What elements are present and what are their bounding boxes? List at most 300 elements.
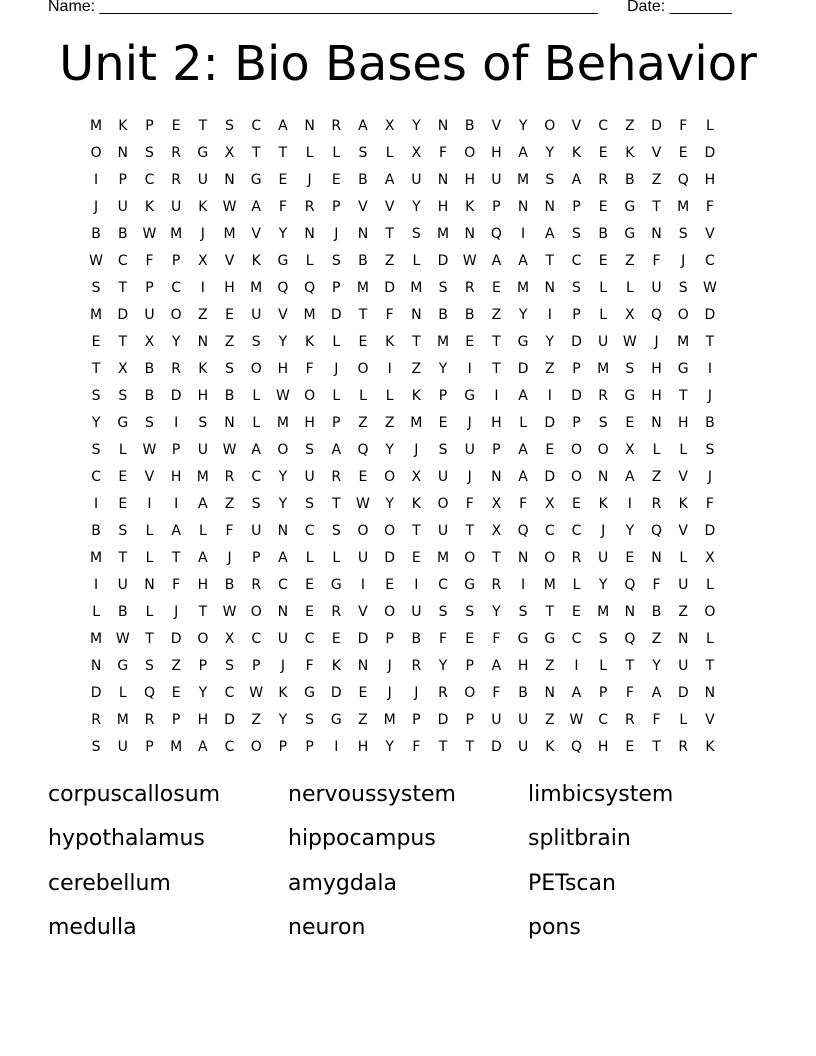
grid-letter: E	[358, 334, 368, 350]
grid-letter: B	[518, 685, 529, 701]
grid-letter: C	[91, 469, 102, 485]
grid-letter: T	[705, 658, 715, 674]
grid-letter: A	[358, 118, 369, 134]
grid-letter: F	[492, 631, 501, 647]
word-list-item: limbicsystem	[528, 782, 674, 807]
grid-letter: J	[707, 469, 713, 485]
grid-letter: A	[198, 739, 209, 755]
word-list-item: splitbrain	[528, 826, 631, 852]
grid-letter: C	[304, 523, 315, 539]
grid-letter: C	[278, 577, 289, 593]
grid-letter: S	[518, 604, 529, 620]
grid-letter: R	[491, 577, 502, 593]
grid-letter: E	[305, 604, 315, 620]
grid-letter: K	[411, 496, 422, 512]
grid-letter: N	[624, 604, 636, 620]
grid-letter: B	[625, 172, 636, 188]
grid-letter: L	[145, 604, 154, 620]
grid-letter: P	[438, 388, 448, 404]
grid-letter: A	[518, 145, 529, 161]
grid-letter: T	[438, 739, 448, 755]
grid-letter: D	[704, 523, 716, 539]
grid-letter: O	[384, 469, 396, 485]
grid-letter: W	[222, 442, 237, 458]
grid-letter: W	[222, 604, 237, 620]
grid-letter: Y	[91, 415, 101, 431]
grid-letter: B	[464, 307, 476, 323]
grid-letter: H	[197, 577, 209, 593]
grid-letter: Q	[651, 307, 663, 323]
grid-letter: I	[521, 577, 526, 593]
grid-letter: N	[90, 658, 102, 674]
grid-letter: N	[277, 523, 289, 539]
grid-letter: U	[251, 523, 262, 539]
grid-letter: S	[545, 172, 555, 188]
grid-letter: Z	[358, 712, 369, 728]
grid-letter: E	[438, 415, 448, 431]
grid-letter: I	[707, 361, 713, 377]
grid-letter: V	[705, 226, 716, 242]
grid-letter: Y	[438, 658, 448, 674]
grid-letter: U	[651, 280, 663, 296]
grid-letter: O	[384, 523, 396, 539]
word-list-item: medulla	[48, 914, 137, 940]
grid-letter: P	[492, 199, 502, 215]
grid-letter: X	[544, 496, 556, 512]
grid-letter: H	[197, 388, 209, 404]
grid-letter: T	[91, 361, 101, 377]
grid-letter: Z	[651, 631, 662, 647]
grid-letter: A	[384, 172, 395, 188]
grid-letter: M	[517, 280, 530, 296]
grid-letter: Y	[545, 334, 555, 350]
grid-letter: D	[517, 361, 529, 377]
grid-letter: T	[545, 604, 555, 620]
grid-letter: A	[518, 469, 529, 485]
grid-letter: E	[598, 253, 609, 269]
grid-letter: Q	[570, 739, 583, 755]
grid-letter: N	[411, 307, 423, 323]
grid-letter: W	[142, 442, 157, 458]
date-field-label: Date: _______	[627, 0, 732, 15]
grid-letter: L	[305, 550, 314, 566]
grid-letter: I	[334, 739, 339, 755]
grid-letter: K	[144, 199, 155, 215]
grid-letter: E	[598, 145, 609, 161]
grid-letter: M	[276, 415, 290, 431]
grid-letter: F	[305, 658, 315, 674]
grid-letter: Q	[357, 442, 369, 458]
grid-letter: D	[330, 307, 343, 323]
grid-letter: U	[491, 172, 503, 188]
grid-letter: V	[491, 118, 502, 134]
grid-letter: S	[625, 361, 635, 377]
grid-letter: P	[251, 658, 261, 674]
grid-letter: Y	[412, 118, 422, 134]
grid-letter: G	[624, 388, 636, 404]
grid-letter: Z	[411, 361, 422, 377]
grid-letter: I	[360, 577, 366, 593]
grid-letter: M	[170, 739, 183, 755]
grid-letter: S	[305, 712, 315, 728]
grid-letter: H	[597, 739, 609, 755]
grid-letter: H	[224, 280, 236, 296]
grid-letter: T	[251, 145, 261, 161]
grid-letter: Y	[625, 523, 635, 539]
grid-letter: G	[304, 685, 316, 701]
grid-letter: Z	[198, 307, 209, 323]
grid-letter: J	[681, 253, 686, 269]
grid-letter: Q	[490, 226, 503, 242]
grid-letter: E	[358, 685, 368, 701]
grid-letter: N	[464, 226, 476, 242]
grid-letter: M	[597, 361, 610, 377]
grid-letter: A	[198, 496, 209, 512]
grid-letter: W	[249, 685, 264, 701]
grid-letter: G	[464, 577, 476, 593]
word-list-item: nervoussystem	[288, 782, 456, 807]
grid-letter: N	[357, 658, 369, 674]
grid-letter: C	[571, 253, 582, 269]
grid-letter: V	[358, 199, 369, 215]
grid-letter: Z	[678, 604, 689, 620]
grid-letter: W	[115, 631, 131, 647]
name-field-label: Name: ________________________________________________________	[48, 0, 598, 15]
grid-letter: E	[625, 550, 635, 566]
grid-letter: B	[598, 226, 609, 242]
grid-letter: B	[411, 631, 422, 647]
grid-letter: G	[197, 145, 209, 161]
grid-letter: A	[518, 442, 529, 458]
grid-letter: G	[677, 361, 690, 377]
grid-letter: Y	[278, 226, 288, 242]
grid-letter: S	[305, 442, 315, 458]
grid-letter: U	[171, 199, 182, 215]
grid-letter: P	[171, 253, 181, 269]
grid-letter: V	[251, 226, 262, 242]
grid-letter: C	[251, 469, 262, 485]
grid-letter: Y	[385, 496, 395, 512]
grid-letter: V	[651, 145, 662, 161]
grid-letter: X	[491, 523, 502, 539]
grid-letter: O	[464, 145, 476, 161]
grid-letter: I	[521, 226, 526, 242]
grid-letter: T	[465, 523, 475, 539]
grid-letter: Y	[385, 739, 395, 755]
grid-letter: Z	[651, 469, 662, 485]
grid-letter: R	[571, 550, 582, 566]
grid-letter: D	[704, 145, 716, 161]
grid-letter: L	[679, 550, 688, 566]
grid-letter: T	[198, 118, 208, 134]
grid-letter: O	[437, 496, 450, 512]
grid-letter: R	[251, 577, 262, 593]
grid-letter: U	[117, 739, 129, 755]
grid-letter: R	[678, 739, 689, 755]
grid-letter: C	[224, 685, 235, 701]
grid-letter: Y	[412, 199, 422, 215]
grid-letter: W	[702, 280, 718, 296]
grid-letter: O	[197, 631, 209, 647]
grid-letter: E	[331, 631, 342, 647]
word-list-item: corpuscallosum	[48, 782, 221, 807]
grid-letter: L	[305, 253, 314, 269]
grid-letter: G	[277, 253, 289, 269]
grid-letter: V	[705, 712, 716, 728]
grid-letter: O	[250, 604, 263, 620]
grid-letter: L	[599, 658, 608, 674]
grid-letter: L	[679, 712, 688, 728]
grid-letter: Y	[518, 307, 528, 323]
word-list-item: pons	[528, 914, 581, 940]
grid-letter: R	[464, 280, 476, 296]
grid-letter: S	[572, 226, 582, 242]
grid-letter: K	[278, 685, 288, 701]
grid-letter: U	[357, 550, 369, 566]
grid-letter: D	[677, 685, 690, 701]
grid-letter: A	[518, 253, 529, 269]
grid-letter: T	[278, 145, 288, 161]
grid-letter: G	[330, 712, 343, 728]
grid-letter: Z	[625, 253, 636, 269]
grid-letter: K	[198, 361, 208, 377]
grid-letter: T	[492, 550, 502, 566]
grid-letter: P	[278, 739, 288, 755]
grid-letter: H	[197, 712, 209, 728]
grid-letter: S	[678, 226, 689, 242]
grid-letter: D	[571, 388, 583, 404]
grid-letter: M	[250, 280, 263, 296]
grid-letter: N	[597, 469, 609, 485]
grid-letter: I	[627, 496, 633, 512]
grid-letter: S	[598, 631, 609, 647]
grid-letter: Y	[652, 658, 662, 674]
grid-letter: S	[678, 280, 689, 296]
grid-letter: Q	[304, 280, 316, 296]
grid-letter: O	[464, 550, 476, 566]
grid-letter: O	[357, 523, 369, 539]
grid-letter: O	[544, 550, 556, 566]
grid-letter: Z	[384, 253, 395, 269]
grid-letter: L	[519, 415, 528, 431]
grid-letter: A	[331, 442, 342, 458]
grid-letter: R	[651, 496, 662, 512]
grid-letter: X	[198, 253, 209, 269]
grid-letter: F	[705, 496, 715, 512]
grid-letter: I	[174, 496, 179, 512]
grid-letter: P	[572, 199, 582, 215]
grid-letter: S	[145, 658, 155, 674]
grid-letter: O	[704, 604, 716, 620]
grid-letter: T	[118, 280, 128, 296]
grid-letter: K	[571, 145, 582, 161]
grid-letter: Q	[143, 685, 156, 701]
grid-letter: K	[598, 496, 609, 512]
grid-letter: S	[118, 388, 128, 404]
grid-letter: E	[678, 145, 689, 161]
grid-letter: B	[464, 118, 476, 134]
grid-letter: D	[384, 280, 396, 296]
grid-letter: T	[545, 253, 555, 269]
grid-letter: P	[145, 280, 155, 296]
grid-letter: T	[332, 496, 342, 512]
grid-letter: C	[705, 253, 716, 269]
grid-letter: P	[332, 415, 341, 431]
grid-letter: Y	[278, 469, 288, 485]
grid-letter: N	[544, 199, 556, 215]
grid-letter: V	[384, 199, 395, 215]
grid-letter: A	[518, 388, 529, 404]
grid-letter: Z	[544, 712, 556, 728]
grid-letter: I	[467, 361, 473, 377]
grid-letter: J	[280, 658, 286, 674]
grid-letter: P	[492, 442, 502, 458]
grid-letter: I	[414, 577, 419, 593]
grid-letter: Y	[518, 118, 528, 134]
grid-letter: P	[332, 280, 341, 296]
grid-letter: N	[224, 415, 236, 431]
grid-letter: D	[330, 685, 343, 701]
grid-letter: F	[305, 361, 315, 377]
grid-letter: B	[358, 172, 369, 188]
grid-letter: M	[597, 604, 610, 620]
grid-letter: R	[331, 469, 342, 485]
grid-letter: U	[437, 469, 449, 485]
grid-letter: I	[387, 361, 393, 377]
grid-letter: A	[491, 253, 502, 269]
grid-letter: O	[250, 361, 263, 377]
grid-letter: O	[90, 145, 103, 161]
grid-letter: Y	[198, 685, 208, 701]
grid-letter: N	[437, 118, 449, 134]
grid-letter: U	[598, 550, 609, 566]
grid-letter: S	[145, 145, 155, 161]
grid-letter: B	[117, 604, 129, 620]
grid-letter: X	[384, 118, 395, 134]
grid-letter: I	[574, 658, 580, 674]
word-list-item: PETscan	[528, 870, 616, 896]
grid-letter: L	[332, 550, 341, 566]
grid-letter: G	[117, 658, 129, 674]
grid-letter: K	[251, 253, 262, 269]
grid-letter: Y	[598, 577, 608, 593]
grid-letter: H	[304, 415, 316, 431]
grid-letter: U	[411, 604, 422, 620]
grid-letter: F	[439, 631, 448, 647]
grid-letter: T	[171, 550, 181, 566]
grid-letter: J	[707, 388, 713, 404]
grid-letter: U	[678, 577, 689, 593]
grid-letter: P	[572, 307, 582, 323]
grid-letter: F	[225, 523, 235, 539]
grid-letter: L	[118, 442, 128, 458]
grid-letter: M	[677, 334, 690, 350]
grid-letter: C	[117, 253, 129, 269]
grid-letter: Z	[358, 415, 369, 431]
grid-letter: J	[467, 415, 473, 431]
grid-letter: M	[677, 199, 690, 215]
grid-letter: Z	[625, 118, 636, 134]
grid-letter: Q	[277, 280, 289, 296]
grid-letter: M	[436, 226, 450, 242]
grid-letter: L	[385, 388, 395, 404]
grid-letter: W	[142, 226, 157, 242]
grid-letter: J	[601, 523, 606, 539]
grid-letter: N	[704, 685, 716, 701]
word-search-grid	[83, 113, 724, 761]
grid-letter: A	[198, 550, 209, 566]
grid-letter: R	[624, 712, 636, 728]
grid-letter: U	[144, 307, 156, 323]
grid-letter: C	[304, 631, 315, 647]
word-list-item: amygdala	[288, 870, 397, 896]
grid-letter: C	[251, 118, 262, 134]
grid-letter: M	[116, 712, 130, 728]
grid-letter: W	[222, 199, 237, 215]
grid-letter: C	[544, 523, 556, 539]
grid-letter: W	[89, 253, 104, 269]
grid-letter: A	[251, 199, 262, 215]
grid-letter: D	[544, 469, 556, 485]
grid-letter: K	[385, 334, 395, 350]
page-title: Unit 2: Bio Bases of Behavior	[59, 36, 757, 92]
grid-letter: J	[307, 172, 313, 188]
grid-letter: L	[198, 523, 208, 539]
grid-letter: P	[572, 415, 582, 431]
grid-letter: T	[118, 550, 128, 566]
grid-letter: I	[494, 388, 499, 404]
grid-letter: O	[250, 739, 263, 755]
grid-letter: E	[465, 334, 475, 350]
grid-letter: J	[334, 226, 339, 242]
grid-letter: D	[224, 712, 236, 728]
grid-letter: B	[438, 307, 449, 323]
grid-letter: H	[651, 361, 663, 377]
grid-letter: E	[545, 442, 555, 458]
grid-letter: P	[145, 118, 155, 134]
grid-letter: N	[304, 226, 316, 242]
grid-letter: M	[436, 550, 450, 566]
grid-letter: L	[385, 145, 395, 161]
grid-letter: L	[706, 118, 715, 134]
grid-letter: H	[651, 388, 663, 404]
grid-letter: N	[651, 226, 663, 242]
grid-letter: E	[625, 415, 635, 431]
grid-letter: G	[517, 631, 530, 647]
grid-letter: Y	[278, 496, 288, 512]
grid-letter: F	[465, 496, 475, 512]
grid-letter: E	[625, 739, 635, 755]
grid-letter: T	[492, 334, 502, 350]
grid-letter: L	[412, 253, 421, 269]
grid-letter: C	[598, 118, 609, 134]
grid-letter: S	[91, 739, 102, 755]
grid-letter: G	[624, 226, 636, 242]
grid-letter: X	[411, 469, 422, 485]
grid-letter: C	[571, 631, 582, 647]
grid-letter: P	[118, 172, 128, 188]
grid-letter: E	[411, 550, 422, 566]
grid-letter: N	[357, 226, 369, 242]
grid-letter: R	[598, 172, 609, 188]
grid-letter: M	[90, 307, 103, 323]
grid-letter: D	[437, 712, 449, 728]
grid-letter: F	[705, 199, 715, 215]
grid-letter: L	[652, 442, 661, 458]
grid-letter: Q	[624, 577, 636, 593]
grid-letter: E	[171, 118, 182, 134]
grid-letter: E	[465, 631, 475, 647]
